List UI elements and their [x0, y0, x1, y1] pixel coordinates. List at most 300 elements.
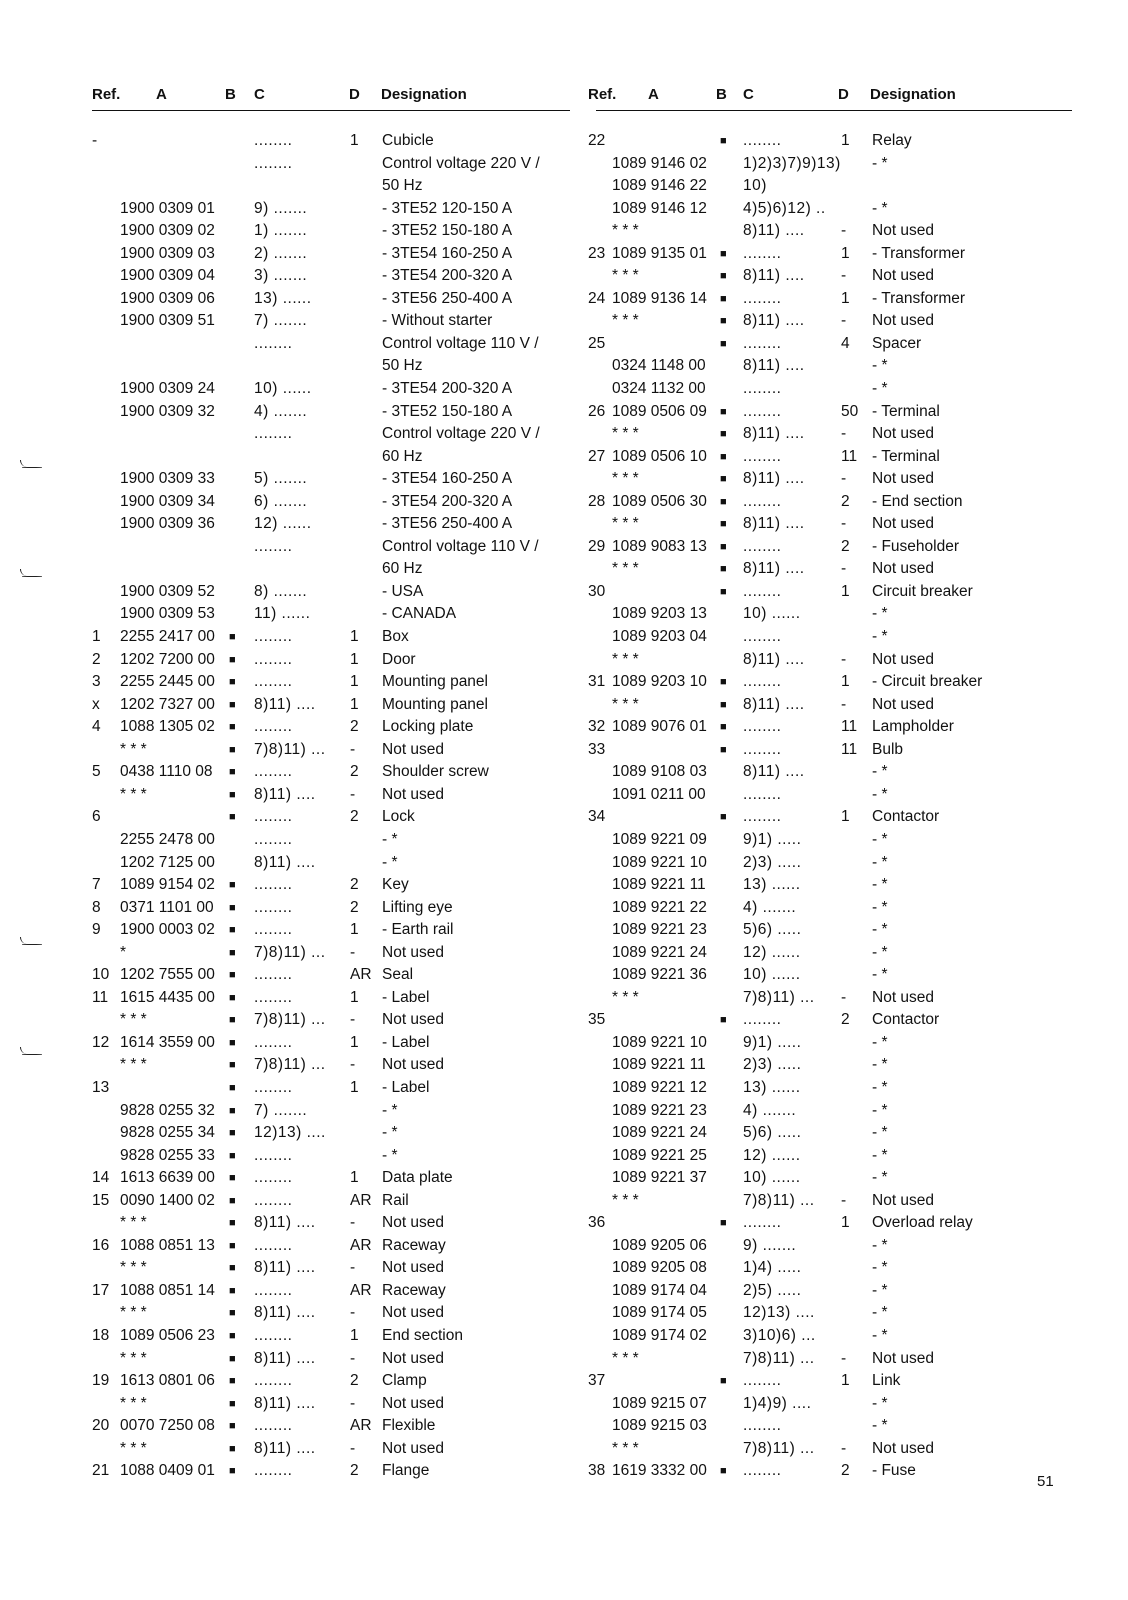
part-number-cell: 1089 9154 02: [120, 876, 215, 894]
designation-cell: Not used: [872, 1191, 935, 1209]
part-number-cell: 1900 0309 36: [120, 515, 215, 533]
designation-cell: Spacer: [872, 334, 922, 352]
part-number-cell: * * *: [612, 695, 639, 713]
c-notes-cell: 12) ......: [254, 515, 312, 533]
designation-cell: - *: [382, 1146, 398, 1164]
page-number: 51: [1037, 1473, 1054, 1490]
b-marker-cell: ■: [720, 563, 727, 576]
b-marker-cell: ■: [229, 1081, 236, 1094]
b-marker-cell: ■: [720, 292, 727, 305]
c-notes-cell: 7)8)11) ...: [254, 943, 326, 961]
c-notes-cell: 8)11) ....: [254, 785, 316, 803]
table-row: [596, 198, 1072, 221]
designation-cell: - *: [872, 1394, 888, 1412]
ref-cell: 15: [92, 1191, 110, 1209]
quantity-cell: 2: [350, 808, 359, 826]
quantity-cell: 1: [841, 289, 850, 307]
ref-cell: 26: [588, 402, 606, 420]
ref-cell: 13: [92, 1078, 110, 1096]
ref-cell: 28: [588, 492, 606, 510]
part-number-cell: 1900 0309 52: [120, 582, 215, 600]
table-row: [92, 1122, 570, 1145]
designation-cell: - *: [872, 1259, 888, 1277]
table-row: [596, 220, 1072, 243]
b-marker-cell: ■: [720, 247, 727, 260]
part-number-cell: 1091 0211 00: [612, 785, 706, 803]
b-marker-cell: ■: [720, 518, 727, 531]
c-notes-cell: ........: [254, 132, 293, 149]
c-notes-cell: 8)11) ....: [743, 650, 805, 668]
c-notes-cell: ........: [254, 1191, 293, 1209]
designation-cell: - *: [872, 898, 888, 916]
designation-cell: - *: [872, 1078, 888, 1096]
header-a: A: [156, 86, 167, 103]
c-notes-cell: 9) .......: [254, 199, 308, 217]
c-notes-cell: 7)8)11) ...: [254, 1056, 326, 1074]
c-notes-cell: 10) ......: [743, 605, 801, 623]
margin-check-mark: [22, 576, 42, 577]
table-row: [596, 649, 1072, 672]
designation-cell: Not used: [872, 425, 935, 443]
c-notes-cell: ........: [743, 673, 782, 691]
table-row: [596, 852, 1072, 875]
designation-cell: - *: [382, 1124, 398, 1142]
designation-cell: - *: [872, 1146, 888, 1164]
margin-check-mark: [22, 467, 42, 468]
ref-cell: 29: [588, 537, 606, 555]
part-number-cell: 1089 9221 11: [612, 876, 706, 894]
quantity-cell: 2: [841, 1462, 850, 1480]
ref-cell: 19: [92, 1372, 110, 1390]
table-row: [92, 897, 570, 920]
b-marker-cell: ■: [229, 924, 236, 937]
designation-cell: Not used: [382, 1394, 445, 1412]
part-number-cell: * * *: [120, 1011, 147, 1029]
c-notes-cell: ........: [743, 132, 782, 149]
designation-cell: Rail: [382, 1191, 409, 1209]
table-row: [596, 987, 1072, 1010]
c-notes-cell: 8)11) ....: [743, 515, 805, 533]
table-row: [92, 1460, 570, 1483]
b-marker-cell: ■: [720, 135, 727, 147]
table-row: [92, 198, 570, 221]
c-notes-cell: 12) ......: [743, 1146, 801, 1164]
designation-cell: Not used: [382, 1304, 445, 1322]
quantity-cell: 1: [841, 1372, 850, 1390]
c-notes-cell: ........: [254, 334, 293, 352]
b-marker-cell: ■: [229, 698, 236, 711]
designation-cell: - *: [872, 1417, 888, 1435]
c-notes-cell: ........: [254, 1281, 293, 1299]
quantity-cell: 1: [841, 582, 850, 600]
c-notes-cell: ........: [254, 1146, 293, 1164]
header-c: C: [254, 86, 265, 103]
table-row: [92, 378, 570, 401]
c-notes-cell: ........: [743, 1462, 782, 1480]
table-row: [92, 761, 570, 784]
part-number-cell: 1900 0309 01: [120, 199, 215, 217]
b-marker-cell: ■: [720, 1014, 727, 1027]
part-number-cell: * * *: [612, 515, 639, 533]
part-number-cell: 1900 0309 02: [120, 222, 215, 240]
designation-cell: Shoulder screw: [382, 763, 489, 781]
c-notes-cell: 9) .......: [743, 1236, 797, 1254]
table-row: [596, 1167, 1072, 1190]
table-row: [588, 401, 1072, 424]
table-row: [92, 942, 570, 965]
header-c: C: [743, 86, 754, 103]
quantity-cell: -: [350, 1011, 356, 1029]
part-number-cell: * * *: [612, 1191, 639, 1209]
c-notes-cell: 8)11) ....: [254, 695, 316, 713]
b-marker-cell: ■: [720, 540, 727, 553]
b-marker-cell: ■: [229, 1059, 236, 1072]
designation-cell: 60 Hz: [382, 447, 423, 465]
table-row: [92, 220, 570, 243]
table-row: [92, 1325, 570, 1348]
quantity-cell: 2: [350, 718, 359, 736]
part-number-cell: 1900 0309 03: [120, 244, 215, 262]
b-marker-cell: ■: [229, 721, 236, 734]
c-notes-cell: 8)11) ....: [254, 1259, 316, 1277]
table-row: [92, 1054, 570, 1077]
part-number-cell: 1089 9205 08: [612, 1259, 707, 1277]
quantity-cell: 2: [841, 1011, 850, 1029]
part-number-cell: 0371 1101 00: [120, 898, 214, 916]
c-notes-cell: ........: [743, 628, 782, 646]
table-row: [92, 694, 570, 717]
part-number-cell: 0070 7250 08: [120, 1417, 215, 1435]
b-marker-cell: ■: [229, 1329, 236, 1342]
table-row: [92, 1393, 570, 1416]
header-d: D: [349, 86, 360, 103]
c-notes-cell: 10) ......: [743, 966, 801, 984]
table-row: [596, 1393, 1072, 1416]
quantity-cell: -: [841, 515, 847, 533]
table-row: [92, 1032, 570, 1055]
part-number-cell: 1202 7555 00: [120, 966, 215, 984]
c-notes-cell: 11) ......: [254, 605, 311, 623]
part-number-cell: * * *: [612, 560, 639, 578]
table-row: [596, 694, 1072, 717]
table-row: [92, 1190, 570, 1213]
table-row: [92, 1235, 570, 1258]
designation-cell: Flexible: [382, 1417, 436, 1435]
designation-cell: - *: [382, 853, 398, 871]
c-notes-cell: ........: [254, 763, 293, 781]
c-notes-cell: 4) .......: [743, 1101, 797, 1119]
table-row: [92, 491, 570, 514]
quantity-cell: -: [350, 1214, 356, 1232]
quantity-cell: 50: [841, 402, 859, 420]
part-number-cell: * * *: [120, 1349, 147, 1367]
c-notes-cell: ........: [254, 1417, 293, 1435]
ref-cell: 7: [92, 876, 101, 894]
part-number-cell: *: [120, 943, 127, 961]
c-notes-cell: 3)10)6) ...: [743, 1326, 816, 1344]
quantity-cell: 2: [350, 763, 359, 781]
table-row: [92, 852, 570, 875]
b-marker-cell: ■: [229, 879, 236, 892]
c-notes-cell: 4) .......: [743, 898, 797, 916]
designation-cell: - Without starter: [382, 312, 493, 330]
part-number-cell: 1089 9174 05: [612, 1304, 707, 1322]
designation-cell: - *: [872, 1101, 888, 1119]
b-marker-cell: ■: [229, 788, 236, 801]
table-row: [588, 243, 1072, 266]
part-number-cell: * * *: [120, 1439, 147, 1457]
c-notes-cell: 5)6) .....: [743, 1124, 802, 1142]
ref-cell: 35: [588, 1011, 606, 1029]
table-row: [596, 153, 1072, 176]
c-notes-cell: ........: [254, 1033, 293, 1051]
b-marker-cell: ■: [229, 1442, 236, 1455]
c-notes-cell: 1)4) .....: [743, 1259, 802, 1277]
c-notes-cell: 7)8)11) ...: [743, 1349, 815, 1367]
designation-cell: - End section: [872, 492, 963, 510]
ref-cell: 9: [92, 921, 101, 939]
designation-cell: Cubicle: [382, 132, 434, 149]
designation-cell: Key: [382, 876, 409, 894]
table-row: [92, 265, 570, 288]
designation-cell: Box: [382, 628, 409, 646]
table-row: [588, 716, 1072, 739]
c-notes-cell: ........: [254, 425, 293, 443]
ref-cell: 8: [92, 898, 101, 916]
ref-cell: 21: [92, 1462, 110, 1480]
table-row: [588, 1212, 1072, 1235]
table-row: [596, 761, 1072, 784]
ref-cell: 1: [92, 628, 101, 646]
designation-cell: Not used: [382, 785, 445, 803]
part-number-cell: 1900 0309 04: [120, 267, 215, 285]
c-notes-cell: ........: [254, 673, 293, 691]
left-column: [92, 80, 570, 1483]
c-notes-cell: ........: [254, 1462, 293, 1480]
ref-cell: 25: [588, 334, 606, 352]
c-notes-cell: ........: [743, 1011, 782, 1029]
part-number-cell: 1900 0309 34: [120, 492, 215, 510]
table-row: [92, 1370, 570, 1393]
b-marker-cell: ■: [720, 743, 727, 756]
b-marker-cell: ■: [720, 1465, 727, 1478]
part-number-cell: 1202 7327 00: [120, 695, 215, 713]
designation-cell: - 3TE54 200-320 A: [382, 267, 513, 285]
quantity-cell: 1: [350, 1033, 359, 1051]
ref-cell: 12: [92, 1033, 110, 1051]
part-number-cell: 2255 2417 00: [120, 628, 215, 646]
designation-cell: - *: [872, 357, 888, 375]
quantity-cell: AR: [350, 966, 372, 984]
designation-cell: Not used: [872, 560, 935, 578]
c-notes-cell: ........: [743, 289, 782, 307]
designation-cell: - *: [872, 1056, 888, 1074]
designation-cell: Contactor: [872, 1011, 940, 1029]
part-number-cell: 1089 9221 10: [612, 853, 707, 871]
part-number-cell: 1900 0309 24: [120, 380, 215, 398]
designation-cell: Seal: [382, 966, 414, 984]
header-a: A: [648, 86, 659, 103]
c-notes-cell: 10) ......: [254, 380, 312, 398]
table-row: [596, 1325, 1072, 1348]
designation-cell: Not used: [382, 1259, 445, 1277]
c-notes-cell: ........: [254, 808, 293, 826]
designation-cell: - Fuseholder: [872, 537, 960, 555]
part-number-cell: 1089 9174 04: [612, 1281, 707, 1299]
c-notes-cell: ........: [743, 785, 782, 803]
table-row: [92, 874, 570, 897]
designation-cell: Relay: [872, 132, 912, 149]
designation-cell: Not used: [872, 988, 935, 1006]
table-row: [92, 175, 570, 198]
part-number-cell: 1088 0851 13: [120, 1236, 215, 1254]
table-row: [92, 1077, 570, 1100]
designation-cell: Data plate: [382, 1169, 453, 1187]
table-row: [596, 1348, 1072, 1371]
quantity-cell: -: [841, 695, 847, 713]
table-row: [92, 964, 570, 987]
b-marker-cell: ■: [229, 1104, 236, 1117]
quantity-cell: 1: [350, 988, 359, 1006]
table-row: [92, 1257, 570, 1280]
b-marker-cell: ■: [229, 1262, 236, 1275]
part-number-cell: 9828 0255 33: [120, 1146, 215, 1164]
quantity-cell: 1: [841, 132, 850, 149]
quantity-cell: AR: [350, 1417, 372, 1435]
designation-cell: - *: [872, 921, 888, 939]
part-number-cell: 1089 9174 02: [612, 1326, 707, 1344]
table-row: [588, 806, 1072, 829]
table-row: [596, 1280, 1072, 1303]
designation-cell: - USA: [382, 582, 424, 600]
c-notes-cell: ........: [743, 334, 782, 352]
quantity-cell: -: [841, 470, 847, 488]
table-row: [588, 491, 1072, 514]
quantity-cell: 2: [841, 537, 850, 555]
c-notes-cell: 13) ......: [743, 876, 801, 894]
quantity-cell: -: [841, 267, 847, 285]
c-notes-cell: 2)3) .....: [743, 1056, 802, 1074]
table-row: [596, 1054, 1072, 1077]
designation-cell: - Fuse: [872, 1462, 916, 1480]
part-number-cell: 1089 9221 12: [612, 1078, 707, 1096]
designation-cell: - Transformer: [872, 244, 966, 262]
c-notes-cell: 1) .......: [254, 222, 308, 240]
c-notes-cell: ........: [743, 402, 782, 420]
table-row: [588, 581, 1072, 604]
designation-cell: - *: [872, 876, 888, 894]
designation-cell: - Transformer: [872, 289, 966, 307]
c-notes-cell: 12) ......: [743, 943, 801, 961]
c-notes-cell: ........: [254, 1169, 293, 1187]
ref-cell: 37: [588, 1372, 606, 1390]
table-row: [588, 671, 1072, 694]
table-row: [92, 1145, 570, 1168]
c-notes-cell: 12)13) ....: [254, 1124, 326, 1142]
part-number-cell: 1089 0506 10: [612, 447, 707, 465]
table-row: [92, 401, 570, 424]
table-row: [596, 1415, 1072, 1438]
part-number-cell: 1089 9203 04: [612, 628, 707, 646]
table-row: [92, 423, 570, 446]
table-row: [92, 130, 570, 153]
b-marker-cell: ■: [229, 766, 236, 779]
ref-cell: 22: [588, 132, 606, 149]
ref-cell: x: [92, 695, 100, 713]
c-notes-cell: ........: [254, 966, 293, 984]
c-notes-cell: 9)1) .....: [743, 830, 802, 848]
ref-cell: 10: [92, 966, 110, 984]
designation-cell: Not used: [872, 695, 935, 713]
c-notes-cell: ........: [254, 876, 293, 894]
quantity-cell: 1: [841, 1214, 850, 1232]
designation-cell: - *: [872, 1304, 888, 1322]
b-marker-cell: ■: [229, 1194, 236, 1207]
quantity-cell: 2: [350, 1372, 359, 1390]
table-row: [92, 1167, 570, 1190]
ref-cell: 30: [588, 582, 606, 600]
designation-cell: - Label: [382, 988, 430, 1006]
designation-cell: Raceway: [382, 1281, 446, 1299]
table-row: [92, 1302, 570, 1325]
c-notes-cell: 8)11) ....: [743, 695, 805, 713]
quantity-cell: -: [350, 1349, 356, 1367]
c-notes-cell: 4)5)6)12) ..: [743, 199, 826, 217]
part-number-cell: 1089 9205 06: [612, 1236, 707, 1254]
table-row: [588, 446, 1072, 469]
designation-cell: - *: [872, 380, 888, 398]
quantity-cell: 2: [350, 1462, 359, 1480]
left-parts-list: [92, 130, 570, 1483]
table-row: [92, 310, 570, 333]
table-row: [596, 874, 1072, 897]
part-number-cell: 9828 0255 34: [120, 1124, 215, 1142]
part-number-cell: 1089 0506 09: [612, 402, 707, 420]
table-row: [596, 1145, 1072, 1168]
table-row: [92, 333, 570, 356]
designation-cell: Mounting panel: [382, 673, 488, 691]
designation-cell: - 3TE54 160-250 A: [382, 470, 513, 488]
part-number-cell: * * *: [120, 1259, 147, 1277]
part-number-cell: 0324 1132 00: [612, 380, 706, 398]
designation-cell: - CANADA: [382, 605, 457, 623]
designation-cell: Control voltage 110 V /: [382, 334, 539, 352]
b-marker-cell: ■: [229, 1014, 236, 1027]
quantity-cell: AR: [350, 1191, 372, 1209]
b-marker-cell: ■: [229, 991, 236, 1004]
b-marker-cell: ■: [229, 1217, 236, 1230]
designation-cell: Control voltage 220 V /: [382, 154, 540, 172]
designation-cell: Not used: [382, 1056, 445, 1074]
designation-cell: - Earth rail: [382, 921, 454, 939]
designation-cell: Bulb: [872, 740, 904, 758]
table-row: [596, 919, 1072, 942]
c-notes-cell: 13) ......: [254, 289, 312, 307]
b-marker-cell: ■: [229, 811, 236, 824]
header-ref: Ref.: [588, 86, 617, 103]
part-number-cell: 1089 9221 25: [612, 1146, 707, 1164]
c-notes-cell: ........: [743, 380, 782, 398]
part-number-cell: 1089 9083 13: [612, 537, 707, 555]
designation-cell: - *: [872, 830, 888, 848]
b-marker-cell: ■: [229, 1465, 236, 1478]
table-row: [92, 153, 570, 176]
c-notes-cell: 8)11) ....: [743, 560, 805, 578]
designation-cell: - 3TE56 250-400 A: [382, 515, 513, 533]
part-number-cell: 1089 9136 14: [612, 289, 707, 307]
b-marker-cell: ■: [229, 1239, 236, 1252]
table-row: [596, 897, 1072, 920]
